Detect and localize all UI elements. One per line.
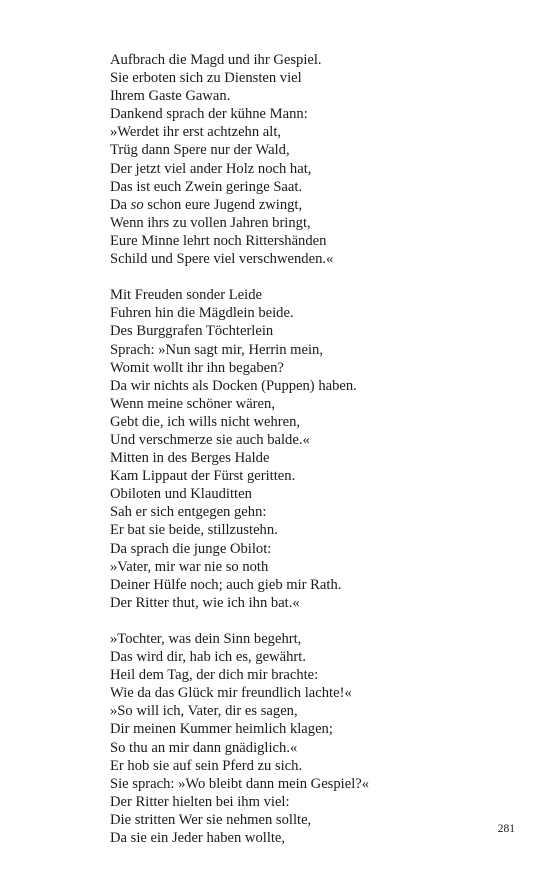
verse-line: Das wird dir, hab ich es, gewährt. bbox=[110, 649, 306, 666]
stanza bbox=[110, 630, 520, 847]
verse-line: Dankend sprach der kühne Mann: bbox=[110, 106, 308, 123]
verse-line: »Tochter, was dein Sinn begehrt, bbox=[110, 631, 302, 647]
verse-line: Sie erboten sich zu Diensten viel bbox=[110, 70, 302, 87]
verse-line: Und verschmerze sie auch balde.« bbox=[110, 431, 310, 448]
verse-line: Sie sprach: »Wo bleibt dann mein Gespiel?« bbox=[110, 775, 370, 792]
verse-line: Fuhren hin die Mägdlein beide. bbox=[110, 305, 294, 322]
verse-line: Die stritten Wer sie nehmen sollte, bbox=[110, 811, 312, 828]
verse-line: Des Burggrafen Töchterlein bbox=[110, 323, 274, 340]
verse-line: Das ist euch Zwein geringe Saat. bbox=[110, 178, 303, 195]
verse-line: Eure Minne lehrt noch Rittershänden bbox=[110, 232, 327, 249]
stanza bbox=[110, 51, 520, 268]
verse-line: Der jetzt viel ander Holz noch hat, bbox=[110, 160, 312, 177]
verse-line: Obiloten und Klauditten bbox=[110, 486, 252, 503]
verse-line: Trüg dann Spere nur der Wald, bbox=[110, 142, 290, 159]
verse-line: So thu an mir dann gnädiglich.« bbox=[110, 739, 298, 756]
verse-line: Mitten in des Berges Halde bbox=[110, 450, 270, 467]
verse-line: Heil dem Tag, der dich mir brachte: bbox=[110, 667, 319, 684]
verse-line: Er hob sie auf sein Pferd zu sich. bbox=[110, 757, 303, 774]
verse-line: Womit wollt ihr ihn begaben? bbox=[110, 359, 284, 376]
verse-line: Da sie ein Jeder haben wollte, bbox=[110, 830, 286, 847]
verse-line: Er bat sie beide, stillzustehn. bbox=[110, 522, 278, 539]
verse-line-emphasis: so bbox=[130, 196, 144, 213]
verse-line: »Werdet ihr erst achtzehn alt, bbox=[110, 124, 282, 141]
verse-line: Deiner Hülfe noch; auch gieb mir Rath. bbox=[110, 576, 342, 593]
verse-line bbox=[110, 196, 520, 214]
verse-line: Wie da das Glück mir freundlich lachte!« bbox=[110, 685, 352, 702]
verse-line-segment: schon eure Jugend zwingt, bbox=[143, 196, 303, 213]
verse-line: Sah er sich entgegen gehn: bbox=[110, 504, 267, 521]
verse-line: Aufbrach die Magd und ihr Gespiel. bbox=[110, 52, 322, 68]
poem-text bbox=[110, 51, 520, 847]
verse-line: Wenn ihrs zu vollen Jahren bringt, bbox=[110, 214, 311, 231]
verse-line: Gebt die, ich wills nicht wehren, bbox=[110, 413, 301, 430]
verse-line: Ihrem Gaste Gawan. bbox=[110, 88, 231, 105]
verse-line: Da sprach die junge Obilot: bbox=[110, 540, 272, 557]
verse-line: Da wir nichts als Docken (Puppen) haben. bbox=[110, 377, 357, 394]
verse-line: »So will ich, Vater, dir es sagen, bbox=[110, 703, 298, 720]
verse-line: Sprach: »Nun sagt mir, Herrin mein, bbox=[110, 341, 324, 358]
stanza bbox=[110, 286, 520, 612]
page-number: 281 bbox=[497, 823, 515, 835]
verse-line: Schild und Spere viel verschwenden.« bbox=[110, 251, 334, 268]
verse-line: Der Ritter hielten bei ihm viel: bbox=[110, 793, 290, 810]
verse-line: Kam Lippaut der Fürst geritten. bbox=[110, 468, 296, 485]
verse-line: Der Ritter thut, wie ich ihn bat.« bbox=[110, 594, 300, 611]
verse-line: Wenn meine schöner wären, bbox=[110, 395, 275, 412]
verse-line-segment: Da bbox=[110, 196, 131, 213]
verse-line: »Vater, mir war nie so noth bbox=[110, 558, 269, 575]
verse-line: Mit Freuden sonder Leide bbox=[110, 287, 262, 304]
verse-line: Dir meinen Kummer heimlich klagen; bbox=[110, 721, 333, 738]
